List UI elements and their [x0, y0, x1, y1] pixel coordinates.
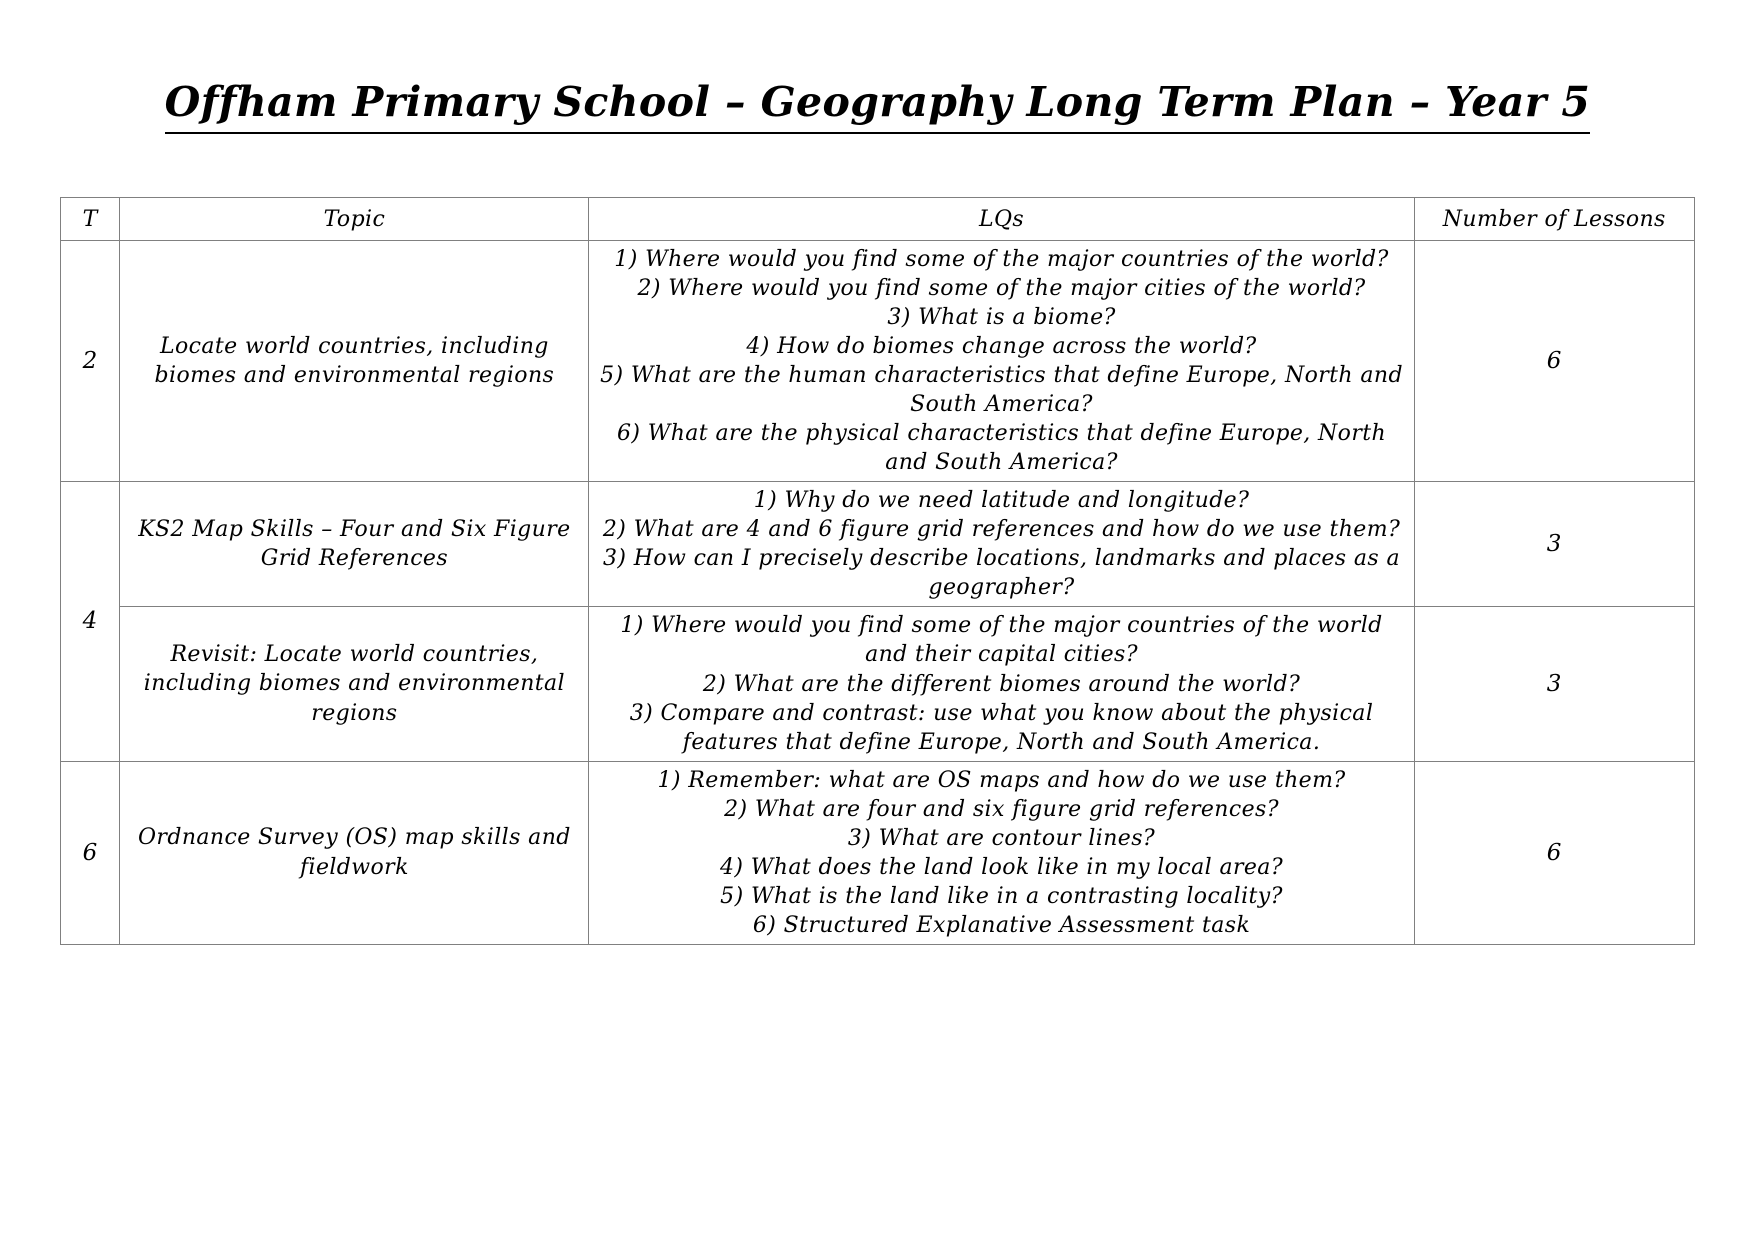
lq-line: 2) What are 4 and 6 figure grid references and how do we use them? — [602, 517, 1401, 543]
cell-lqs — [589, 761, 1414, 944]
cell-topic: KS2 Map Skills – Four and Six Figure Grid References — [120, 482, 589, 607]
lq-line: 1) Where would you find some of the major countries of the world? — [614, 247, 1389, 273]
lq-line: 1) Remember: what are OS maps and how do we use them? — [657, 767, 1346, 793]
long-term-plan-table — [60, 197, 1695, 945]
cell-topic: Revisit: Locate world countries, including biomes and environmental regions — [120, 607, 589, 761]
cell-lqs — [589, 607, 1414, 761]
cell-lqs — [589, 482, 1414, 607]
cell-lessons: 3 — [1414, 607, 1694, 761]
lq-line: 4) What does the land look like in my local area? — [720, 854, 1284, 880]
lq-line: 4) How do biomes change across the world? — [746, 334, 1257, 360]
cell-lessons: 3 — [1414, 482, 1694, 607]
title-container — [0, 0, 1755, 161]
lq-line: 3) What is a biome? — [887, 305, 1116, 331]
cell-topic: Locate world countries, including biomes and environmental regions — [120, 241, 589, 482]
table-row — [61, 607, 1695, 761]
cell-topic: Ordnance Survey (OS) map skills and fieldwork — [120, 761, 589, 944]
table-row — [61, 241, 1695, 482]
lq-line: 3) Compare and contrast: use what you know about the physical features that define Europe, North and South America. — [629, 700, 1374, 755]
lq-line: 6) Structured Explanative Assessment task — [752, 912, 1251, 938]
page-title: Offham Primary School – Geography Long Term Plan – Year 5 — [165, 79, 1591, 133]
lq-line: 2) What are the different biomes around the world? — [702, 671, 1301, 697]
cell-lessons: 6 — [1414, 761, 1694, 944]
lq-line: 3) How can I precisely describe locations, landmarks and places as a geographer? — [603, 546, 1400, 601]
table-body — [61, 241, 1695, 945]
lq-line: 1) Where would you find some of the major countries of the world and their capital cities? — [620, 613, 1383, 668]
cell-term: 2 — [61, 241, 120, 482]
table-header — [61, 198, 1695, 241]
lq-line: 5) What are the human characteristics that define Europe, North and South America? — [600, 363, 1403, 418]
column-header-topic: Topic — [120, 198, 589, 241]
lq-line: 3) What are contour lines? — [847, 825, 1156, 851]
column-header-term: T — [61, 198, 120, 241]
lq-line: 2) Where would you find some of the major cities of the world? — [637, 276, 1366, 302]
lq-line: 5) What is the land like in a contrasting locality? — [720, 883, 1283, 909]
table-row — [61, 761, 1695, 944]
cell-lessons: 6 — [1414, 241, 1694, 482]
table-row — [61, 482, 1695, 607]
cell-lqs — [589, 241, 1414, 482]
column-header-lessons: Number of Lessons — [1414, 198, 1694, 241]
lq-line: 2) What are four and six figure grid references? — [724, 796, 1279, 822]
plan-table-container — [0, 197, 1755, 945]
lq-line: 6) What are the physical characteristics that define Europe, North and South America? — [616, 421, 1387, 476]
lq-line: 1) Why do we need latitude and longitude? — [753, 488, 1250, 514]
cell-term: 4 — [61, 482, 120, 761]
column-header-lqs: LQs — [589, 198, 1414, 241]
table-header-row — [61, 198, 1695, 241]
cell-term: 6 — [61, 761, 120, 944]
